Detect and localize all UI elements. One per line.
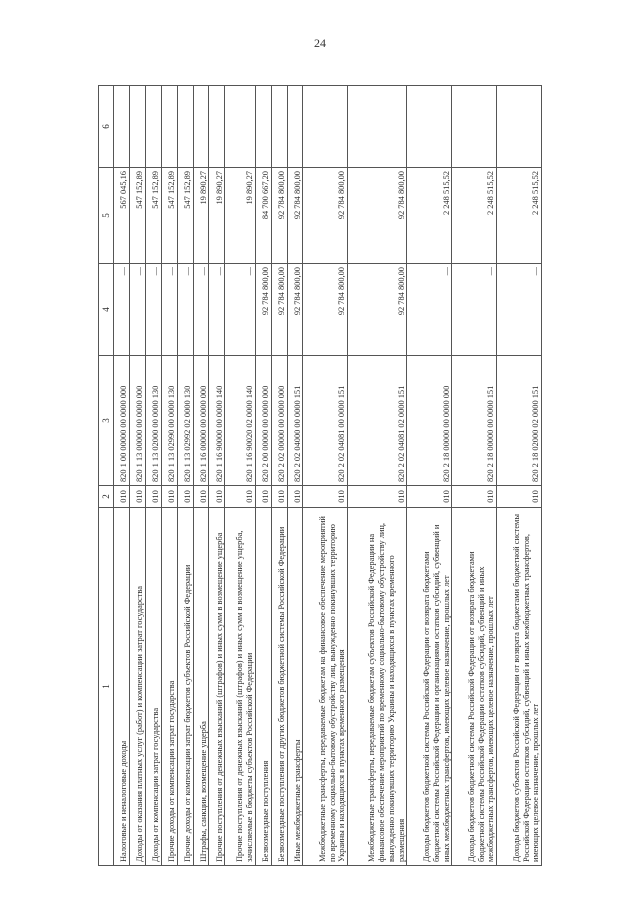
cell-name: Доходы от компенсации затрат государства: [145, 508, 161, 866]
cell-plan: —: [114, 264, 130, 356]
cell-code: 820 2 02 04000 00 0000 151: [287, 356, 303, 486]
cell-fact: 92 784 800,00: [348, 168, 407, 264]
cell-fact: 567 045,16: [114, 168, 130, 264]
column-header: 6: [99, 86, 114, 168]
table-row: [129, 86, 145, 866]
cell-code: 820 2 00 00000 00 0000 000: [255, 356, 271, 486]
cell-admin: 010: [177, 486, 193, 508]
table-row: [177, 86, 193, 866]
cell-code: 820 2 02 04081 00 0000 151: [303, 356, 348, 486]
cell-note: [177, 86, 193, 168]
cell-plan: —: [497, 264, 542, 356]
cell-fact: 547 152,89: [145, 168, 161, 264]
cell-admin: 010: [303, 486, 348, 508]
rotated-table-frame: [98, 86, 542, 866]
cell-plan: 92 784 800,00: [287, 264, 303, 356]
cell-note: [452, 86, 497, 168]
cell-name: Межбюджетные трансферты, передаваемые бюджетам субъектов Российской Федерации на финансовое обеспечение мероприятий по временному социально-бытовому обустройству лиц, вынужденно покинувших территорию Украины и находящихся в пунктах временного размещения: [348, 508, 407, 866]
table-row: [193, 86, 209, 866]
cell-plan: —: [407, 264, 452, 356]
cell-admin: 010: [452, 486, 497, 508]
cell-name: Межбюджетные трансферты, передаваемые бюджетам на финансовое обеспечение мероприятий по временному социально-бытовому обустройству лиц, вынужденно покинувших территорию Украины и находящихся в пунктах временного размещения: [303, 508, 348, 866]
cell-code: 820 2 18 02000 02 0000 151: [497, 356, 542, 486]
cell-note: [303, 86, 348, 168]
cell-fact: 84 700 667,20: [255, 168, 271, 264]
cell-name: Доходы бюджетов бюджетной системы Российской Федерации от возврата бюджетами бюджетной системы Российской Федерации остатков субсидий, субвенций и иных межбюджетных трансфертов, имеющих целевое назначение, прошлых лет: [452, 508, 497, 866]
cell-name: Прочие доходы от компенсации затрат бюджетов субъектов Российской Федерации: [177, 508, 193, 866]
cell-code: 820 1 13 02992 02 0000 130: [177, 356, 193, 486]
cell-fact: 547 152,89: [161, 168, 177, 264]
cell-fact: 2 248 515,52: [497, 168, 542, 264]
column-header: 4: [99, 264, 114, 356]
cell-note: [271, 86, 287, 168]
cell-note: [287, 86, 303, 168]
cell-code: 820 1 13 00000 00 0000 000: [129, 356, 145, 486]
page-number: 24: [314, 36, 326, 50]
table-row: [497, 86, 542, 866]
cell-note: [255, 86, 271, 168]
column-header: 3: [99, 356, 114, 486]
cell-note: [225, 86, 255, 168]
cell-plan: —: [129, 264, 145, 356]
cell-admin: 010: [407, 486, 452, 508]
cell-admin: 010: [114, 486, 130, 508]
cell-admin: 010: [129, 486, 145, 508]
revenue-table: [98, 85, 542, 866]
cell-plan: 92 784 800,00: [303, 264, 348, 356]
cell-note: [193, 86, 209, 168]
cell-fact: 92 784 800,00: [287, 168, 303, 264]
cell-name: Штрафы, санкции, возмещение ущерба: [193, 508, 209, 866]
cell-note: [209, 86, 225, 168]
cell-code: 820 1 13 02990 00 0000 130: [161, 356, 177, 486]
cell-name: Доходы бюджетов субъектов Российской Федерации от возврата бюджетами бюджетной системы Российской Федерации остатков субсидий, субвенций и иных межбюджетных трансфертов, имеющих целевое назначение, прошлых лет: [497, 508, 542, 866]
table-header-row: [99, 86, 114, 866]
cell-fact: 547 152,89: [129, 168, 145, 264]
cell-note: [348, 86, 407, 168]
cell-code: 820 2 02 00000 00 0000 000: [271, 356, 287, 486]
cell-fact: 19 890,27: [225, 168, 255, 264]
table-row: [348, 86, 407, 866]
cell-fact: 547 152,89: [177, 168, 193, 264]
cell-name: Доходы от оказания платных услуг (работ) и компенсации затрат государства: [129, 508, 145, 866]
column-header: 5: [99, 168, 114, 264]
cell-plan: —: [177, 264, 193, 356]
cell-admin: 010: [287, 486, 303, 508]
cell-name: Безвозмездные поступления: [255, 508, 271, 866]
table-row: [161, 86, 177, 866]
rotated-table-container: [98, 86, 542, 866]
cell-plan: 92 784 800,00: [255, 264, 271, 356]
cell-name: Доходы бюджетов бюджетной системы Российской Федерации от возврата бюджетами бюджетной системы Российской Федерации и организациями остатков субсидий, субвенций и иных межбюджетных трансфертов, имеющих целевое назначение, прошлых лет: [407, 508, 452, 866]
cell-plan: —: [225, 264, 255, 356]
cell-note: [407, 86, 452, 168]
table-row: [303, 86, 348, 866]
cell-plan: —: [193, 264, 209, 356]
table-row: [114, 86, 130, 866]
cell-code: 820 1 13 02000 00 0000 130: [145, 356, 161, 486]
cell-fact: 92 784 800,00: [271, 168, 287, 264]
cell-name: Иные межбюджетные трансферты: [287, 508, 303, 866]
cell-note: [145, 86, 161, 168]
cell-plan: 92 784 800,00: [348, 264, 407, 356]
cell-admin: 010: [271, 486, 287, 508]
cell-code: 820 1 16 90020 02 0000 140: [225, 356, 255, 486]
table-row: [452, 86, 497, 866]
cell-plan: 92 784 800,00: [271, 264, 287, 356]
cell-admin: 010: [161, 486, 177, 508]
cell-name: Прочие доходы от компенсации затрат государства: [161, 508, 177, 866]
cell-fact: 19 890,27: [209, 168, 225, 264]
cell-admin: 010: [497, 486, 542, 508]
table-row: [407, 86, 452, 866]
cell-code: 820 1 16 00000 00 0000 000: [193, 356, 209, 486]
cell-fact: 92 784 800,00: [303, 168, 348, 264]
cell-code: 820 2 02 04081 02 0000 151: [348, 356, 407, 486]
cell-admin: 010: [348, 486, 407, 508]
table-row: [255, 86, 271, 866]
cell-admin: 010: [193, 486, 209, 508]
cell-code: 820 1 00 00000 00 0000 000: [114, 356, 130, 486]
cell-code: 820 2 18 00000 00 0000 151: [452, 356, 497, 486]
cell-plan: —: [209, 264, 225, 356]
cell-plan: —: [452, 264, 497, 356]
cell-fact: 19 890,27: [193, 168, 209, 264]
cell-name: Налоговые и неналоговые доходы: [114, 508, 130, 866]
cell-code: 820 1 16 90000 00 0000 140: [209, 356, 225, 486]
cell-name: Прочие поступления от денежных взысканий (штрафов) и иных сумм в возмещение ущерба: [209, 508, 225, 866]
cell-name: Безвозмездные поступления от других бюджетов бюджетной системы Российской Федерации: [271, 508, 287, 866]
cell-admin: 010: [209, 486, 225, 508]
cell-note: [129, 86, 145, 168]
cell-plan: —: [161, 264, 177, 356]
cell-note: [114, 86, 130, 168]
cell-fact: 2 248 515,52: [407, 168, 452, 264]
cell-note: [497, 86, 542, 168]
cell-name: Прочие поступления от денежных взысканий (штрафов) и иных сумм в возмещение ущерба, зачисляемые в бюджеты субъектов Российской Федерации: [225, 508, 255, 866]
cell-plan: —: [145, 264, 161, 356]
cell-code: 820 2 18 00000 00 0000 000: [407, 356, 452, 486]
table-row: [225, 86, 255, 866]
column-header: 2: [99, 486, 114, 508]
table-row: [287, 86, 303, 866]
cell-admin: 010: [225, 486, 255, 508]
cell-admin: 010: [145, 486, 161, 508]
column-header: 1: [99, 508, 114, 866]
cell-admin: 010: [255, 486, 271, 508]
cell-note: [161, 86, 177, 168]
table-row: [145, 86, 161, 866]
cell-fact: 2 248 515,52: [452, 168, 497, 264]
table-row: [209, 86, 225, 866]
table-row: [271, 86, 287, 866]
